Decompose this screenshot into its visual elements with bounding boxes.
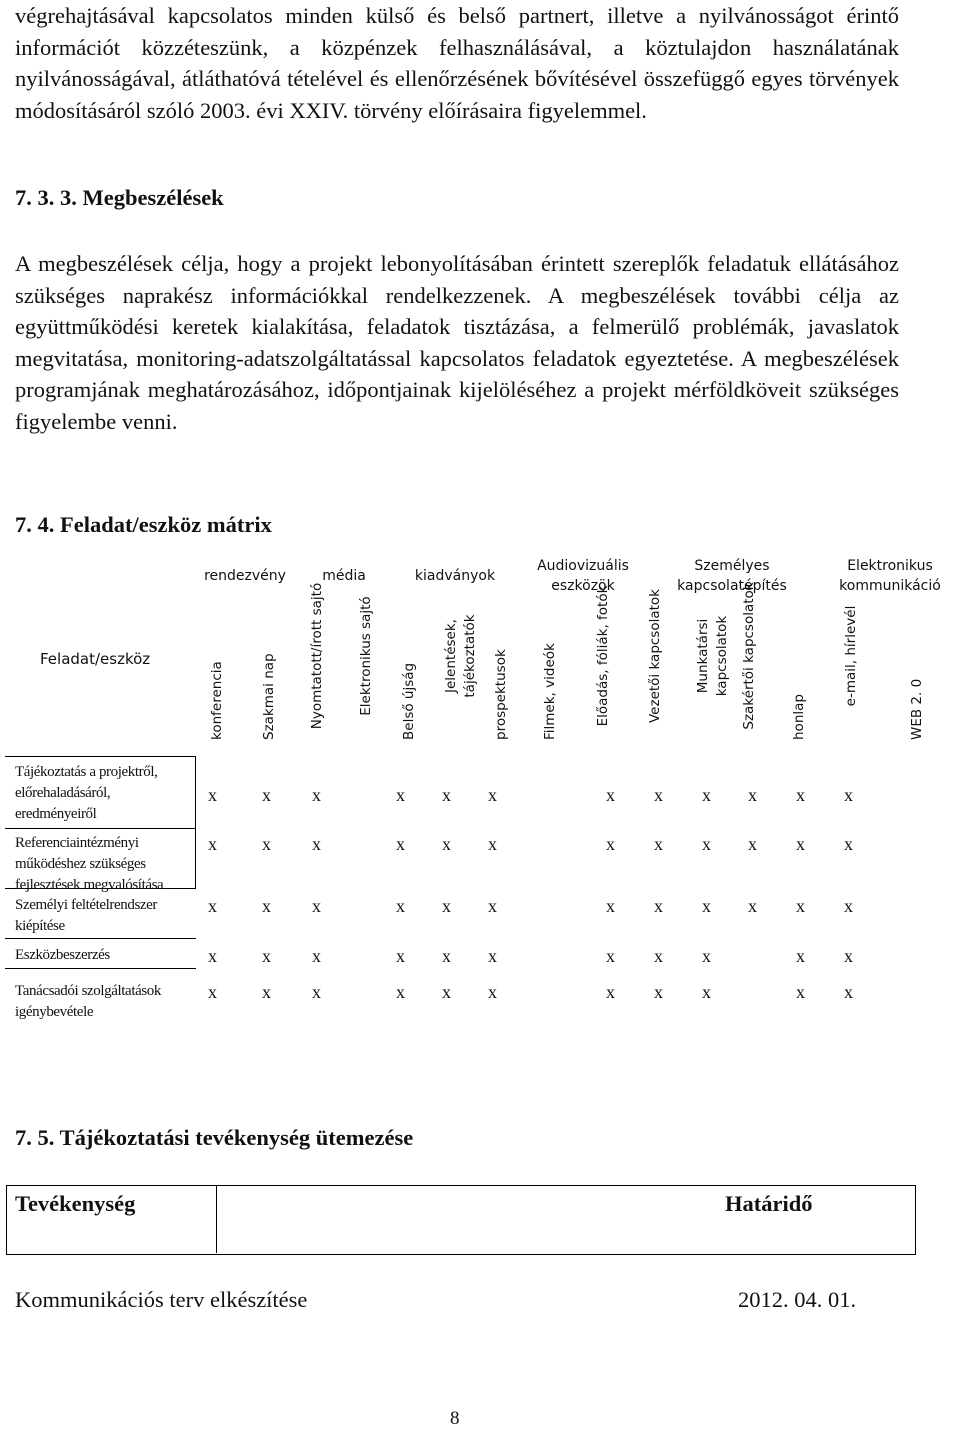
- matrix-mark: x: [844, 834, 853, 854]
- intro-paragraph: végrehajtásával kapcsolatos minden külső és belső partnert, illetve a nyilvánosságot érintő információt közzéteszünk, a közpénzek felhasználásával, a köztulajdon használatának nyilvánosságával, átláthatóvá tételével és ellenőrzésének bővítésével összefüggő egyes törvények módosításáról szóló 2003. évi XXIV. törvény előírásaira figyelemmel.: [15, 3, 899, 123]
- matrix-mark: x: [312, 785, 321, 805]
- category-szemelyes: Személyes kapcsolatépítés: [677, 558, 787, 594]
- matrix-mark: x: [442, 834, 451, 854]
- category-kiadvanyok: kiadványok: [414, 568, 496, 584]
- matrix-row-label: Eszközbeszerzés: [15, 947, 110, 963]
- matrix-mark: x: [796, 946, 805, 966]
- matrix-corner-label: Feladat/eszköz: [40, 650, 151, 668]
- matrix-mark: x: [312, 982, 321, 1002]
- matrix-mark: x: [262, 946, 271, 966]
- matrix-rule: [5, 938, 196, 939]
- matrix-mark: x: [396, 982, 405, 1002]
- section-733-heading: 7. 3. 3. Megbeszélések: [15, 185, 224, 210]
- matrix-mark: x: [654, 946, 663, 966]
- matrix-rule: [5, 968, 196, 969]
- matrix-mark: x: [208, 785, 217, 805]
- matrix-mark: x: [312, 834, 321, 854]
- matrix-mark: x: [748, 834, 757, 854]
- section-733-body: A megbeszélések célja, hogy a projekt lebonyolításában érintett szereplők feladatuk ellátásához szükséges naprakész információkkal rendelkezzenek. A megbeszélések további célja az együttműködési keretek kialakítása, feladatok tisztázása, a felmerülő problémák, javaslatok megvitatása, monitoring-adatszolgáltatással kapcsolatos feladatok egyeztetése. A megbeszélések programjának meghatározásához, időpontjainak kijelöléséhez a projekt mérföldköveit szükséges figyelembe venni.: [15, 251, 899, 434]
- matrix-column-label: Előadás, fóliák, fotók: [595, 585, 611, 727]
- matrix-column-label: konferencia: [209, 661, 225, 740]
- matrix-column-label: e-mail, hírlevél: [843, 605, 859, 707]
- matrix-mark: x: [844, 785, 853, 805]
- matrix-column-label: Elektronikus sajtó: [358, 596, 374, 716]
- matrix-mark: x: [654, 982, 663, 1002]
- schedule-row-deadline: 2012. 04. 01.: [738, 1287, 857, 1312]
- matrix-mark: x: [442, 946, 451, 966]
- matrix-row-label: Referenciaintézményi működéshez szükséges fejlesztések megvalósítása: [15, 835, 164, 893]
- matrix-mark: x: [442, 896, 451, 916]
- matrix-mark: x: [208, 834, 217, 854]
- matrix-mark: x: [262, 785, 271, 805]
- category-audiovizualis: Audiovizuális eszközök: [537, 558, 629, 594]
- matrix-mark: x: [654, 785, 663, 805]
- matrix-mark: x: [488, 834, 497, 854]
- matrix-column-label: Munkatársi kapcsolatok: [695, 615, 730, 697]
- schedule-header-deadline: Határidő: [725, 1191, 813, 1216]
- matrix-mark: x: [262, 896, 271, 916]
- matrix-mark: x: [312, 896, 321, 916]
- matrix-mark: x: [396, 834, 405, 854]
- matrix-mark: x: [396, 785, 405, 805]
- matrix-mark: x: [606, 982, 615, 1002]
- matrix-mark: x: [702, 896, 711, 916]
- matrix-mark: x: [606, 834, 615, 854]
- schedule-header-activity: Tevékenység: [15, 1191, 136, 1216]
- category-rendezveny: rendezvény: [204, 568, 286, 584]
- matrix-column-label: Nyomtatott/írott sajtó: [309, 582, 325, 730]
- section-75-heading: 7. 5. Tájékoztatási tevékenység ütemezése: [15, 1125, 414, 1150]
- category-media: média: [322, 568, 366, 584]
- matrix-mark: x: [796, 896, 805, 916]
- matrix-mark: x: [702, 946, 711, 966]
- matrix-row-label: Tájékoztatás a projektről, előrehaladásáról, eredményeiről: [15, 764, 158, 822]
- matrix-rule: [5, 756, 196, 757]
- matrix-mark: x: [748, 785, 757, 805]
- matrix-mark: x: [702, 982, 711, 1002]
- schedule-row-activity: Kommunikációs terv elkészítése: [15, 1287, 308, 1312]
- matrix-mark: x: [208, 982, 217, 1002]
- matrix-column-label: Szakmai nap: [261, 653, 277, 740]
- section-74-heading: 7. 4. Feladat/eszköz mátrix: [15, 512, 272, 537]
- matrix-mark: x: [396, 896, 405, 916]
- matrix-rule: [5, 828, 196, 829]
- matrix-mark: x: [488, 785, 497, 805]
- matrix-row-label: Személyi feltételrendszer kiépítése: [15, 897, 158, 934]
- matrix-label-divider: [195, 756, 196, 888]
- matrix-mark: x: [654, 896, 663, 916]
- matrix-mark: x: [262, 982, 271, 1002]
- matrix-mark: x: [312, 946, 321, 966]
- matrix-mark: x: [702, 785, 711, 805]
- matrix-mark: x: [654, 834, 663, 854]
- category-elektronikus: Elektronikus kommunikáció: [839, 558, 941, 594]
- matrix-mark: x: [844, 982, 853, 1002]
- matrix-column-label: WEB 2. 0: [909, 678, 925, 740]
- matrix-mark: x: [702, 834, 711, 854]
- matrix-mark: x: [844, 946, 853, 966]
- matrix-column-label: Vezetői kapcsolatok: [647, 589, 663, 724]
- matrix-mark: x: [488, 896, 497, 916]
- matrix-column-label: Szakértői kapcsolatok: [741, 582, 757, 730]
- matrix-row-label: Tanácsadói szolgáltatások igénybevétele: [15, 983, 161, 1020]
- matrix-mark: x: [442, 982, 451, 1002]
- matrix-mark: x: [844, 896, 853, 916]
- matrix-mark: x: [796, 785, 805, 805]
- matrix-mark: x: [748, 896, 757, 916]
- matrix-mark: x: [796, 834, 805, 854]
- matrix-mark: x: [488, 946, 497, 966]
- matrix-column-label: prospektusok: [493, 649, 509, 740]
- matrix-column-label: Belső újság: [401, 662, 417, 740]
- matrix-mark: x: [208, 896, 217, 916]
- matrix-column-label: Filmek, videók: [542, 643, 558, 740]
- schedule-table: [6, 1185, 916, 1255]
- matrix-mark: x: [606, 946, 615, 966]
- matrix-mark: x: [442, 785, 451, 805]
- matrix-mark: x: [606, 896, 615, 916]
- matrix-mark: x: [208, 946, 217, 966]
- matrix-mark: x: [796, 982, 805, 1002]
- matrix-column-label: honlap: [791, 694, 807, 740]
- matrix-column-label: Jelentések, tájékoztatók: [443, 614, 478, 698]
- matrix-mark: x: [396, 946, 405, 966]
- matrix-mark: x: [606, 785, 615, 805]
- matrix-mark: x: [262, 834, 271, 854]
- matrix-mark: x: [488, 982, 497, 1002]
- page-number: 8: [450, 1408, 460, 1429]
